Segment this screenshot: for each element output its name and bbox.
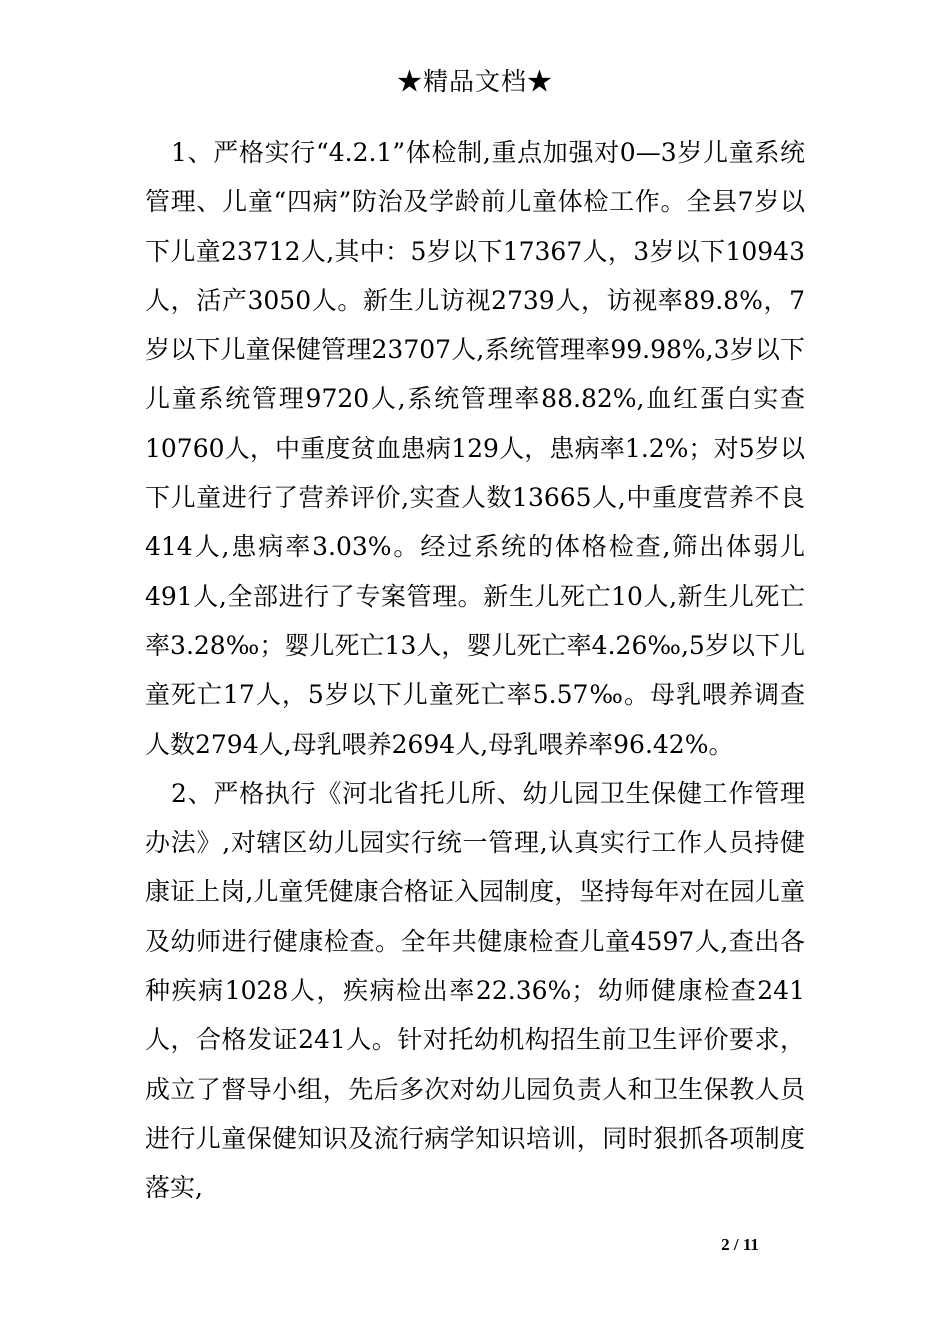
paragraph-2: 2、严格执行《河北省托儿所、幼儿园卫生保健工作管理办法》,对辖区幼儿园实行统一管理,认真实行工作人员持健康证上岗,儿童凭健康合格证入园制度，坚持每年对在园儿童及幼师进行健康检查。全年共健康检查儿童4597人,查出各种疾病1028人，疾病检出率22.36%；幼师健康检查241人，合格发证241人。针对托幼机构招生前卫生评价要求，成立了督导小组，先后多次对幼儿园负责人和卫生保教人员进行儿童保健知识及流行病学知识培训，同时狠抓各项制度落实, xyxy=(145,778,805,1203)
page-number: 2 / 11 xyxy=(721,1235,759,1254)
page-header-title: ★精品文档★ xyxy=(396,67,553,96)
document-body xyxy=(145,128,805,1213)
paragraph-1: 1、严格实行“4.2.1”体检制,重点加强对0—3岁儿童系统管理、儿童“四病”防治及学龄前儿童体检工作。全县7岁以下儿童23712人,其中：5岁以下17367人，3岁以下10943人，活产3050人。新生儿访视2739人，访视率89.8%，7岁以下儿童保健管理23707人,系统管理率99.98%,3岁以下儿童系统管理9720人,系统管理率88.82%,血红蛋白实查10760人，中重度贫血患病129人，患病率1.2%；对5岁以下儿童进行了营养评价,实查人数13665人,中重度营养不良414人,患病率3.03%。经过系统的体格检查,筛出体弱儿491人,全部进行了专案管理。新生儿死亡10人,新生儿死亡率3.28‰；婴儿死亡13人，婴儿死亡率4.26‰,5岁以下儿童死亡17人，5岁以下儿童死亡率5.57‰。母乳喂养调查人数2794人,母乳喂养2694人,母乳喂养率96.42%。 xyxy=(145,138,805,759)
